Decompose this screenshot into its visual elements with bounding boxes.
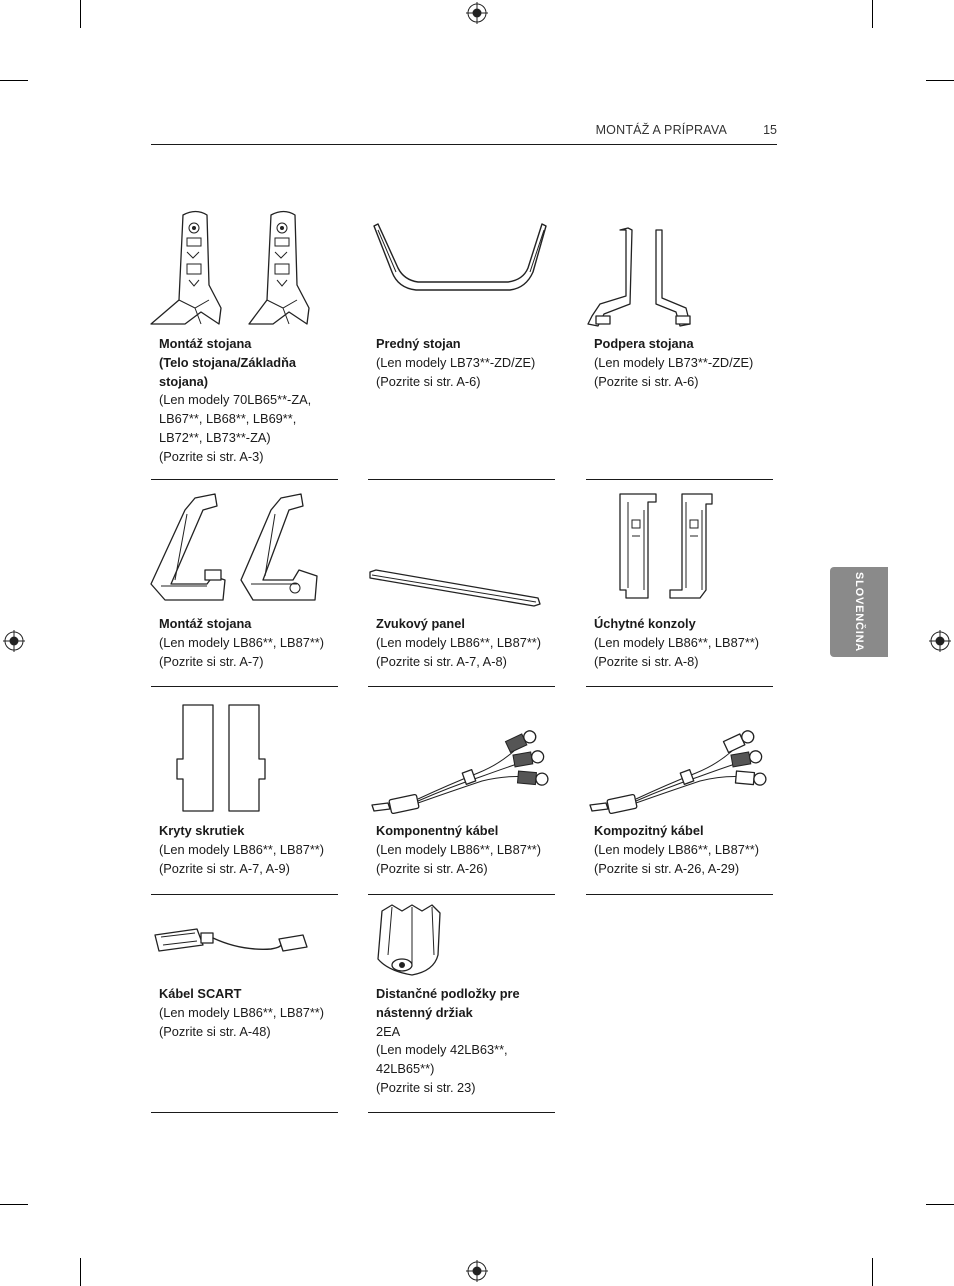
item-title-line: Komponentný kábel: [376, 823, 499, 838]
composite-cable-illustration: [586, 687, 776, 822]
item-detail-line: (Len modely LB86**, LB87**): [594, 634, 760, 650]
item-title-line: Kábel SCART: [159, 986, 242, 1001]
screw-covers-illustration: [151, 687, 338, 822]
front-stand-illustration: [368, 200, 555, 335]
language-tab: [830, 567, 888, 657]
item-title-line: Montáž stojana: [159, 336, 252, 351]
crop-mark: [0, 1204, 28, 1205]
item-title-line: (Telo stojana/Základňa: [159, 354, 297, 370]
item-title-line: stojana): [159, 373, 209, 389]
item-detail-line: (Len modely LB86**, LB87**): [594, 841, 760, 857]
item-detail-line: (Len modely LB86**, LB87**): [376, 841, 542, 857]
crop-mark: [926, 80, 954, 81]
section-title: MONTÁŽ A PRÍPRAVA: [595, 123, 727, 137]
item-text: [159, 615, 324, 671]
item-composite-cable: [586, 687, 773, 895]
stand-support-illustration: [586, 200, 776, 335]
item-title-line: Distančné podložky pre: [376, 986, 520, 1001]
crop-mark: [926, 1204, 954, 1205]
registration-mark-icon: [3, 630, 25, 652]
item-text: [376, 985, 520, 1098]
item-title-line: Kryty skrutiek: [159, 823, 245, 838]
item-detail-line: (Len modely 70LB65**-ZA,: [159, 392, 312, 408]
item-brackets: [586, 480, 773, 687]
item-detail-line: (Pozrite si str. A-7, A-9): [159, 860, 290, 876]
item-title-line: Úchytné konzoly: [594, 616, 696, 631]
item-text: [594, 335, 753, 391]
item-detail-line: LB67**, LB68**, LB69**,: [159, 411, 297, 427]
item-text: [376, 615, 541, 671]
item-detail-line: (Pozrite si str. A-26, A-29): [594, 860, 740, 876]
item-detail-line: (Len modely LB86**, LB87**): [159, 1004, 325, 1020]
item-text: [376, 822, 541, 878]
item-stand-support: [586, 200, 773, 480]
item-wall-spacers: [368, 895, 555, 1113]
item-detail-line: LB72**, LB73**-ZA): [159, 429, 271, 445]
wall-spacers-illustration: [368, 895, 555, 990]
item-detail-line: (Len modely 42LB63**,: [376, 1042, 508, 1058]
stand-assembly-lb86-illustration: [151, 480, 338, 615]
item-stand-assembly-lb86: [151, 480, 338, 687]
brackets-illustration: [586, 480, 776, 615]
item-component-cable: [368, 687, 555, 895]
scart-cable-illustration: [151, 895, 338, 990]
item-detail-line: (Pozrite si str. A-6): [376, 373, 481, 389]
crop-mark: [80, 1258, 81, 1286]
item-title-line: nástenný držiak: [376, 1004, 473, 1020]
language-tab-label: SLOVENČINA: [853, 571, 865, 653]
sound-panel-illustration: [368, 480, 555, 615]
registration-mark-icon: [929, 630, 951, 652]
item-text: [159, 985, 324, 1041]
item-text: [376, 335, 535, 391]
item-detail-line: (Len modely LB73**-ZD/ZE): [594, 354, 754, 370]
page-number: 15: [763, 123, 777, 137]
item-detail-line: (Len modely LB86**, LB87**): [159, 841, 325, 857]
item-detail-line: (Pozrite si str. 23): [376, 1079, 476, 1095]
item-detail-line: (Pozrite si str. A-7, A-8): [376, 653, 507, 669]
item-text: [594, 615, 759, 671]
item-detail-line: (Pozrite si str. A-6): [594, 373, 699, 389]
item-scart-cable: [151, 895, 338, 1113]
page-header: [151, 120, 777, 145]
crop-mark: [872, 1258, 873, 1286]
registration-mark-icon: [466, 2, 488, 24]
item-title-line: Kompozitný kábel: [594, 823, 704, 838]
component-cable-illustration: [368, 687, 555, 822]
item-sound-panel: [368, 480, 555, 687]
item-title-line: Predný stojan: [376, 336, 461, 351]
item-detail-line: (Pozrite si str. A-8): [594, 653, 699, 669]
item-screw-covers: [151, 687, 338, 895]
item-detail-line: (Len modely LB73**-ZD/ZE): [376, 354, 536, 370]
item-detail-line: (Pozrite si str. A-26): [376, 860, 488, 876]
crop-mark: [0, 80, 28, 81]
item-text: [594, 822, 759, 878]
item-detail-line: (Len modely LB86**, LB87**): [376, 634, 542, 650]
item-detail-line: (Pozrite si str. A-48): [159, 1023, 271, 1039]
item-detail-line: (Pozrite si str. A-7): [159, 653, 264, 669]
item-title-line: Podpera stojana: [594, 336, 694, 351]
item-text: [159, 822, 324, 878]
crop-mark: [80, 0, 81, 28]
item-detail-line: 2EA: [376, 1023, 401, 1039]
item-stand-assembly: [151, 200, 338, 480]
item-title-line: Zvukový panel: [376, 616, 465, 631]
crop-mark: [872, 0, 873, 28]
item-detail-line: (Len modely LB86**, LB87**): [159, 634, 325, 650]
stand-assembly-illustration: [151, 200, 338, 335]
item-detail-line: 42LB65**): [376, 1061, 435, 1077]
item-title-line: Montáž stojana: [159, 616, 252, 631]
registration-mark-icon: [466, 1260, 488, 1282]
item-text: [159, 335, 311, 467]
item-front-stand: [368, 200, 555, 480]
item-detail-line: (Pozrite si str. A-3): [159, 448, 264, 464]
